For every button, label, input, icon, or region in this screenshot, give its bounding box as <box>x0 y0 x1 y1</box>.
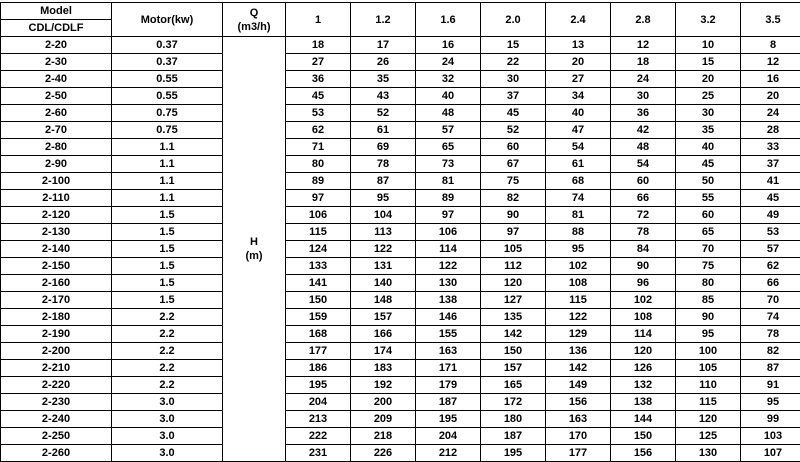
table-row <box>1 105 800 122</box>
cell-head-value: 102 <box>546 258 611 275</box>
table-header-row <box>1 3 800 37</box>
cell-head-value: 62 <box>286 122 351 139</box>
cell-motor: 1.5 <box>112 292 223 309</box>
cell-head-value: 170 <box>546 428 611 445</box>
cell-motor: 1.5 <box>112 258 223 275</box>
cell-motor: 0.75 <box>112 105 223 122</box>
cell-head-value: 136 <box>546 343 611 360</box>
cell-head-value: 24 <box>416 54 481 71</box>
cell-head-value: 40 <box>676 139 741 156</box>
cell-model: 2-120 <box>1 207 112 224</box>
cell-motor: 2.2 <box>112 360 223 377</box>
cell-head-value: 37 <box>741 156 800 173</box>
cell-head-value: 108 <box>546 275 611 292</box>
cell-motor: 2.2 <box>112 326 223 343</box>
cell-head-value: 97 <box>416 207 481 224</box>
cell-head-value: 95 <box>676 326 741 343</box>
cell-head-value: 171 <box>416 360 481 377</box>
head-unit: (m) <box>223 249 285 263</box>
cell-head-value: 103 <box>741 428 800 445</box>
cell-motor: 3.0 <box>112 445 223 462</box>
table-row <box>1 88 800 105</box>
table-row <box>1 224 800 241</box>
cell-head-value: 135 <box>481 309 546 326</box>
cell-head-value: 78 <box>741 326 800 343</box>
cell-head-value: 17 <box>351 37 416 54</box>
cell-head-value: 114 <box>416 241 481 258</box>
cell-head-value: 122 <box>351 241 416 258</box>
cell-head-value: 177 <box>546 445 611 462</box>
cell-head-value: 106 <box>286 207 351 224</box>
cell-model: 2-150 <box>1 258 112 275</box>
cell-head-value: 33 <box>741 139 800 156</box>
cell-head-value: 74 <box>741 309 800 326</box>
head-symbol: H <box>223 235 285 249</box>
cell-head-value: 110 <box>676 377 741 394</box>
cell-head-value: 108 <box>611 309 676 326</box>
cell-motor: 0.75 <box>112 122 223 139</box>
cell-head-value: 13 <box>546 37 611 54</box>
cell-motor: 2.2 <box>112 377 223 394</box>
cell-head-value: 54 <box>546 139 611 156</box>
cell-head-value: 132 <box>611 377 676 394</box>
header-flow-symbol: Q <box>223 6 285 20</box>
cell-motor: 1.5 <box>112 207 223 224</box>
cell-head-value: 22 <box>481 54 546 71</box>
cell-head-value: 115 <box>546 292 611 309</box>
table-row <box>1 207 800 224</box>
table-row <box>1 411 800 428</box>
cell-head-value: 45 <box>286 88 351 105</box>
cell-head-value: 48 <box>416 105 481 122</box>
cell-head-value: 36 <box>611 105 676 122</box>
table-row <box>1 241 800 258</box>
cell-motor: 0.55 <box>112 88 223 105</box>
cell-head-value: 85 <box>676 292 741 309</box>
cell-head-value: 106 <box>416 224 481 241</box>
cell-head-value: 20 <box>546 54 611 71</box>
cell-head-value: 87 <box>351 173 416 190</box>
table-row <box>1 122 800 139</box>
pump-performance-table <box>0 2 800 462</box>
table-row <box>1 139 800 156</box>
cell-head-value: 99 <box>741 411 800 428</box>
cell-head-value: 149 <box>546 377 611 394</box>
cell-head-value: 88 <box>546 224 611 241</box>
cell-head-value: 163 <box>416 343 481 360</box>
table-row <box>1 343 800 360</box>
cell-head-value: 120 <box>676 411 741 428</box>
cell-head-value: 81 <box>416 173 481 190</box>
cell-head-value: 8 <box>741 37 800 54</box>
cell-head-value: 105 <box>481 241 546 258</box>
cell-head-value: 120 <box>481 275 546 292</box>
cell-head-value: 50 <box>676 173 741 190</box>
cell-head-value: 90 <box>481 207 546 224</box>
cell-model: 2-130 <box>1 224 112 241</box>
cell-model: 2-250 <box>1 428 112 445</box>
cell-head-value: 231 <box>286 445 351 462</box>
cell-head-value: 53 <box>741 224 800 241</box>
cell-head-value: 60 <box>611 173 676 190</box>
table-row <box>1 156 800 173</box>
cell-head-value: 204 <box>286 394 351 411</box>
cell-head-value: 74 <box>546 190 611 207</box>
cell-head-value: 12 <box>611 37 676 54</box>
cell-head-value: 179 <box>416 377 481 394</box>
cell-head-value: 183 <box>351 360 416 377</box>
cell-head-value: 104 <box>351 207 416 224</box>
cell-head-value: 20 <box>741 88 800 105</box>
cell-head-value: 192 <box>351 377 416 394</box>
cell-head-value: 47 <box>546 122 611 139</box>
cell-head-value: 120 <box>611 343 676 360</box>
table-body <box>1 37 800 462</box>
header-motor: Motor(kw) <box>112 3 223 37</box>
cell-model: 2-200 <box>1 343 112 360</box>
cell-head-value: 20 <box>676 71 741 88</box>
cell-head-value: 36 <box>286 71 351 88</box>
header-flow-1: 1 <box>286 3 351 37</box>
header-flow-7: 3.2 <box>676 3 741 37</box>
cell-head-value: 24 <box>741 105 800 122</box>
header-model-bottom: CDL/CDLF <box>1 20 111 36</box>
cell-head-value: 115 <box>676 394 741 411</box>
cell-head-value: 107 <box>741 445 800 462</box>
cell-head-value: 177 <box>286 343 351 360</box>
cell-head-value: 40 <box>546 105 611 122</box>
cell-head-value: 80 <box>286 156 351 173</box>
cell-head-value: 30 <box>676 105 741 122</box>
cell-head-value: 150 <box>611 428 676 445</box>
cell-head-value: 60 <box>676 207 741 224</box>
cell-head-value: 168 <box>286 326 351 343</box>
cell-head-value: 212 <box>416 445 481 462</box>
cell-head-value: 75 <box>481 173 546 190</box>
cell-head-value: 97 <box>286 190 351 207</box>
cell-head-value: 62 <box>741 258 800 275</box>
table-row <box>1 190 800 207</box>
cell-model: 2-60 <box>1 105 112 122</box>
cell-model: 2-110 <box>1 190 112 207</box>
cell-head-value: 26 <box>351 54 416 71</box>
cell-head-value: 174 <box>351 343 416 360</box>
cell-head-value: 30 <box>611 88 676 105</box>
table-row <box>1 54 800 71</box>
table-row <box>1 394 800 411</box>
cell-head-value: 97 <box>481 224 546 241</box>
header-flow-6: 2.8 <box>611 3 676 37</box>
cell-head-value: 42 <box>611 122 676 139</box>
table-row <box>1 377 800 394</box>
cell-head-value: 32 <box>416 71 481 88</box>
cell-model: 2-170 <box>1 292 112 309</box>
cell-head-value: 112 <box>481 258 546 275</box>
cell-model: 2-80 <box>1 139 112 156</box>
cell-head-value: 75 <box>676 258 741 275</box>
cell-head-value: 95 <box>741 394 800 411</box>
cell-head-value: 18 <box>286 37 351 54</box>
cell-head-value: 165 <box>481 377 546 394</box>
cell-model: 2-220 <box>1 377 112 394</box>
cell-head-value: 195 <box>481 445 546 462</box>
table-row <box>1 275 800 292</box>
cell-head-value: 78 <box>351 156 416 173</box>
cell-motor: 0.37 <box>112 37 223 54</box>
cell-head-value: 186 <box>286 360 351 377</box>
cell-head-value: 204 <box>416 428 481 445</box>
cell-head-value: 57 <box>416 122 481 139</box>
table-row <box>1 309 800 326</box>
cell-head-value: 16 <box>741 71 800 88</box>
cell-head-value: 138 <box>416 292 481 309</box>
cell-head-value: 30 <box>481 71 546 88</box>
cell-head-value: 81 <box>546 207 611 224</box>
cell-head-value: 146 <box>416 309 481 326</box>
header-flow-rate <box>223 3 286 37</box>
cell-head-value: 125 <box>676 428 741 445</box>
cell-head-value: 45 <box>481 105 546 122</box>
cell-head-value: 82 <box>481 190 546 207</box>
cell-head-value: 157 <box>481 360 546 377</box>
cell-head-value: 18 <box>611 54 676 71</box>
cell-model: 2-20 <box>1 37 112 54</box>
cell-model: 2-140 <box>1 241 112 258</box>
cell-head-value: 34 <box>546 88 611 105</box>
cell-head-value: 90 <box>611 258 676 275</box>
cell-head-value: 28 <box>741 122 800 139</box>
cell-head-value: 49 <box>741 207 800 224</box>
cell-motor: 2.2 <box>112 309 223 326</box>
cell-head-value: 90 <box>676 309 741 326</box>
cell-model: 2-160 <box>1 275 112 292</box>
cell-head-value: 218 <box>351 428 416 445</box>
cell-head-value: 187 <box>416 394 481 411</box>
cell-head-value: 84 <box>611 241 676 258</box>
cell-head-value: 95 <box>546 241 611 258</box>
cell-head-value: 70 <box>741 292 800 309</box>
table-row <box>1 445 800 462</box>
cell-head-value: 127 <box>481 292 546 309</box>
cell-head-value: 96 <box>611 275 676 292</box>
cell-head-value: 130 <box>416 275 481 292</box>
cell-head-value: 25 <box>676 88 741 105</box>
cell-head-value: 65 <box>676 224 741 241</box>
cell-head-value: 27 <box>546 71 611 88</box>
cell-head-value: 163 <box>546 411 611 428</box>
header-flow-unit: (m3/h) <box>223 20 285 34</box>
cell-head-value: 180 <box>481 411 546 428</box>
cell-motor: 3.0 <box>112 428 223 445</box>
cell-head-value: 209 <box>351 411 416 428</box>
cell-head-value: 12 <box>741 54 800 71</box>
cell-head-value: 155 <box>416 326 481 343</box>
cell-head-value: 15 <box>481 37 546 54</box>
cell-head-value: 72 <box>611 207 676 224</box>
cell-head-value: 78 <box>611 224 676 241</box>
cell-motor: 3.0 <box>112 411 223 428</box>
cell-head-value: 66 <box>611 190 676 207</box>
header-flow-4: 2.0 <box>481 3 546 37</box>
table-row <box>1 71 800 88</box>
cell-head-value: 124 <box>286 241 351 258</box>
cell-head-value: 150 <box>481 343 546 360</box>
table-row <box>1 326 800 343</box>
cell-head-value: 142 <box>481 326 546 343</box>
cell-model: 2-100 <box>1 173 112 190</box>
cell-head-value: 156 <box>611 445 676 462</box>
cell-head-value: 40 <box>416 88 481 105</box>
cell-head-value: 142 <box>546 360 611 377</box>
cell-head-value: 41 <box>741 173 800 190</box>
cell-head-value: 10 <box>676 37 741 54</box>
cell-model: 2-210 <box>1 360 112 377</box>
cell-head-value: 213 <box>286 411 351 428</box>
cell-motor: 1.5 <box>112 241 223 258</box>
cell-head-value: 130 <box>676 445 741 462</box>
cell-head-value: 45 <box>676 156 741 173</box>
cell-head-label <box>223 37 286 462</box>
cell-head-value: 37 <box>481 88 546 105</box>
cell-model: 2-230 <box>1 394 112 411</box>
cell-head-value: 52 <box>351 105 416 122</box>
cell-head-value: 150 <box>286 292 351 309</box>
table-row <box>1 360 800 377</box>
cell-model: 2-40 <box>1 71 112 88</box>
cell-head-value: 45 <box>741 190 800 207</box>
table-row <box>1 258 800 275</box>
cell-head-value: 65 <box>416 139 481 156</box>
cell-head-value: 122 <box>546 309 611 326</box>
cell-head-value: 148 <box>351 292 416 309</box>
cell-head-value: 105 <box>676 360 741 377</box>
cell-head-value: 89 <box>286 173 351 190</box>
cell-head-value: 57 <box>741 241 800 258</box>
table-row <box>1 37 800 54</box>
cell-model: 2-90 <box>1 156 112 173</box>
cell-head-value: 172 <box>481 394 546 411</box>
cell-motor: 1.5 <box>112 224 223 241</box>
cell-head-value: 222 <box>286 428 351 445</box>
cell-head-value: 27 <box>286 54 351 71</box>
header-flow-2: 1.2 <box>351 3 416 37</box>
cell-head-value: 70 <box>676 241 741 258</box>
cell-head-value: 80 <box>676 275 741 292</box>
header-model <box>1 3 112 37</box>
header-model-top: Model <box>1 3 111 20</box>
cell-head-value: 157 <box>351 309 416 326</box>
cell-head-value: 159 <box>286 309 351 326</box>
cell-motor: 2.2 <box>112 343 223 360</box>
cell-model: 2-260 <box>1 445 112 462</box>
cell-head-value: 48 <box>611 139 676 156</box>
cell-head-value: 67 <box>481 156 546 173</box>
cell-head-value: 114 <box>611 326 676 343</box>
cell-head-value: 68 <box>546 173 611 190</box>
header-flow-5: 2.4 <box>546 3 611 37</box>
cell-head-value: 133 <box>286 258 351 275</box>
cell-motor: 1.5 <box>112 275 223 292</box>
cell-head-value: 43 <box>351 88 416 105</box>
cell-head-value: 54 <box>611 156 676 173</box>
table-row <box>1 428 800 445</box>
cell-head-value: 53 <box>286 105 351 122</box>
cell-model: 2-190 <box>1 326 112 343</box>
cell-head-value: 95 <box>351 190 416 207</box>
cell-head-value: 55 <box>676 190 741 207</box>
cell-head-value: 35 <box>676 122 741 139</box>
cell-head-value: 113 <box>351 224 416 241</box>
cell-head-value: 140 <box>351 275 416 292</box>
table-row <box>1 292 800 309</box>
cell-head-value: 115 <box>286 224 351 241</box>
cell-model: 2-180 <box>1 309 112 326</box>
cell-head-value: 102 <box>611 292 676 309</box>
cell-model: 2-240 <box>1 411 112 428</box>
cell-head-value: 122 <box>416 258 481 275</box>
cell-head-value: 144 <box>611 411 676 428</box>
cell-head-value: 82 <box>741 343 800 360</box>
cell-head-value: 66 <box>741 275 800 292</box>
cell-motor: 1.1 <box>112 173 223 190</box>
cell-head-value: 35 <box>351 71 416 88</box>
cell-head-value: 187 <box>481 428 546 445</box>
cell-head-value: 60 <box>481 139 546 156</box>
cell-motor: 0.37 <box>112 54 223 71</box>
cell-head-value: 52 <box>481 122 546 139</box>
cell-head-value: 61 <box>351 122 416 139</box>
cell-head-value: 61 <box>546 156 611 173</box>
table-row <box>1 173 800 190</box>
cell-head-value: 16 <box>416 37 481 54</box>
cell-head-value: 166 <box>351 326 416 343</box>
cell-motor: 3.0 <box>112 394 223 411</box>
cell-head-value: 141 <box>286 275 351 292</box>
cell-head-value: 195 <box>286 377 351 394</box>
cell-head-value: 226 <box>351 445 416 462</box>
cell-head-value: 156 <box>546 394 611 411</box>
cell-head-value: 15 <box>676 54 741 71</box>
cell-head-value: 126 <box>611 360 676 377</box>
cell-head-value: 91 <box>741 377 800 394</box>
cell-head-value: 195 <box>416 411 481 428</box>
cell-head-value: 131 <box>351 258 416 275</box>
cell-head-value: 69 <box>351 139 416 156</box>
cell-head-value: 200 <box>351 394 416 411</box>
cell-motor: 1.1 <box>112 156 223 173</box>
cell-head-value: 73 <box>416 156 481 173</box>
cell-motor: 0.55 <box>112 71 223 88</box>
cell-head-value: 100 <box>676 343 741 360</box>
cell-head-value: 89 <box>416 190 481 207</box>
cell-head-value: 71 <box>286 139 351 156</box>
cell-model: 2-50 <box>1 88 112 105</box>
cell-head-value: 138 <box>611 394 676 411</box>
cell-model: 2-70 <box>1 122 112 139</box>
cell-head-value: 129 <box>546 326 611 343</box>
header-flow-3: 1.6 <box>416 3 481 37</box>
cell-motor: 1.1 <box>112 139 223 156</box>
header-flow-8: 3.5 <box>741 3 800 37</box>
cell-head-value: 24 <box>611 71 676 88</box>
cell-motor: 1.1 <box>112 190 223 207</box>
cell-head-value: 87 <box>741 360 800 377</box>
cell-model: 2-30 <box>1 54 112 71</box>
